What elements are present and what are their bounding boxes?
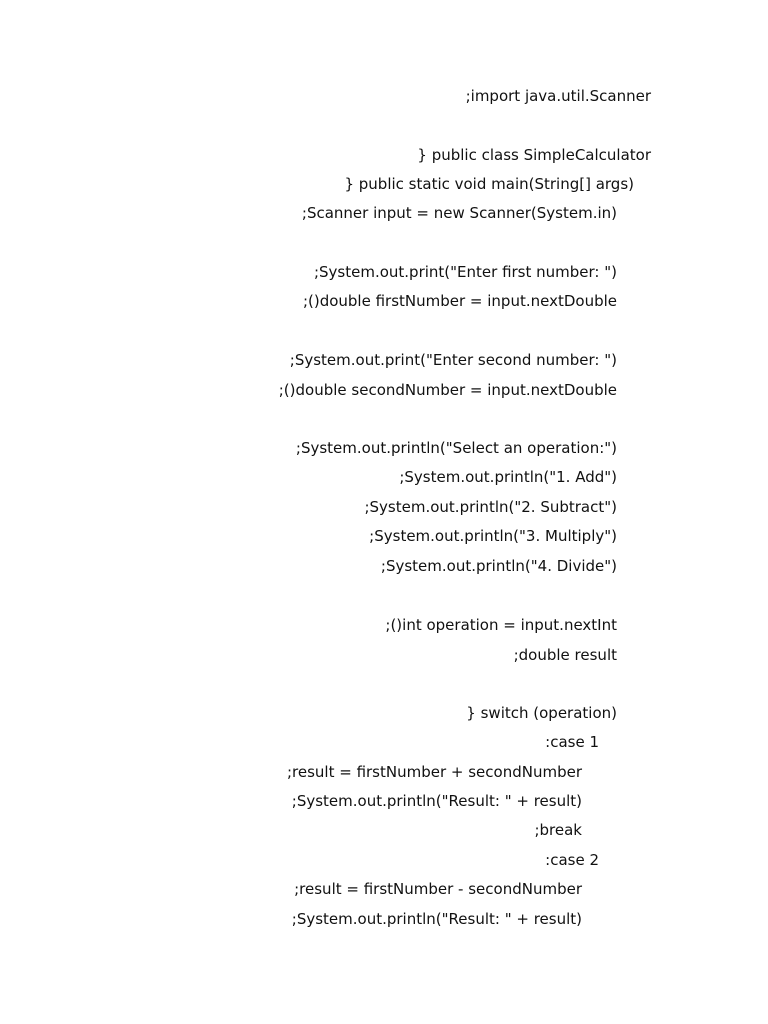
code-line: ;System.out.println("Result: " + result) bbox=[291, 910, 582, 928]
code-line: ;System.out.println("4. Divide") bbox=[380, 557, 617, 575]
code-line: } public class SimpleCalculator bbox=[417, 146, 651, 164]
code-line: :case 1 bbox=[545, 733, 599, 751]
code-line: ;Scanner input = new Scanner(System.in) bbox=[301, 204, 617, 222]
code-line: ;System.out.print("Enter second number: ") bbox=[289, 351, 617, 369]
code-line: ;result = firstNumber + secondNumber bbox=[286, 763, 582, 781]
code-line: ;()double firstNumber = input.nextDouble bbox=[302, 292, 617, 310]
code-line: ;System.out.print("Enter first number: ") bbox=[313, 263, 617, 281]
code-line: ;break bbox=[534, 821, 582, 839]
code-line: ;double result bbox=[513, 646, 617, 664]
code-line: ;()double secondNumber = input.nextDouble bbox=[278, 381, 617, 399]
code-line: ;System.out.println("1. Add") bbox=[399, 468, 617, 486]
code-line: ;System.out.println("3. Multiply") bbox=[369, 527, 617, 545]
code-line: ;import java.util.Scanner bbox=[465, 87, 651, 105]
code-line: ;System.out.println("Result: " + result) bbox=[291, 792, 582, 810]
code-line: ;System.out.println("2. Subtract") bbox=[364, 498, 617, 516]
code-line: :case 2 bbox=[545, 851, 599, 869]
code-line: } public static void main(String[] args) bbox=[344, 175, 634, 193]
code-line: ;System.out.println("Select an operation:") bbox=[295, 439, 617, 457]
code-line: ;result = firstNumber - secondNumber bbox=[294, 880, 582, 898]
code-line: ;()int operation = input.nextInt bbox=[385, 616, 617, 634]
code-line: } switch (operation) bbox=[466, 704, 617, 722]
